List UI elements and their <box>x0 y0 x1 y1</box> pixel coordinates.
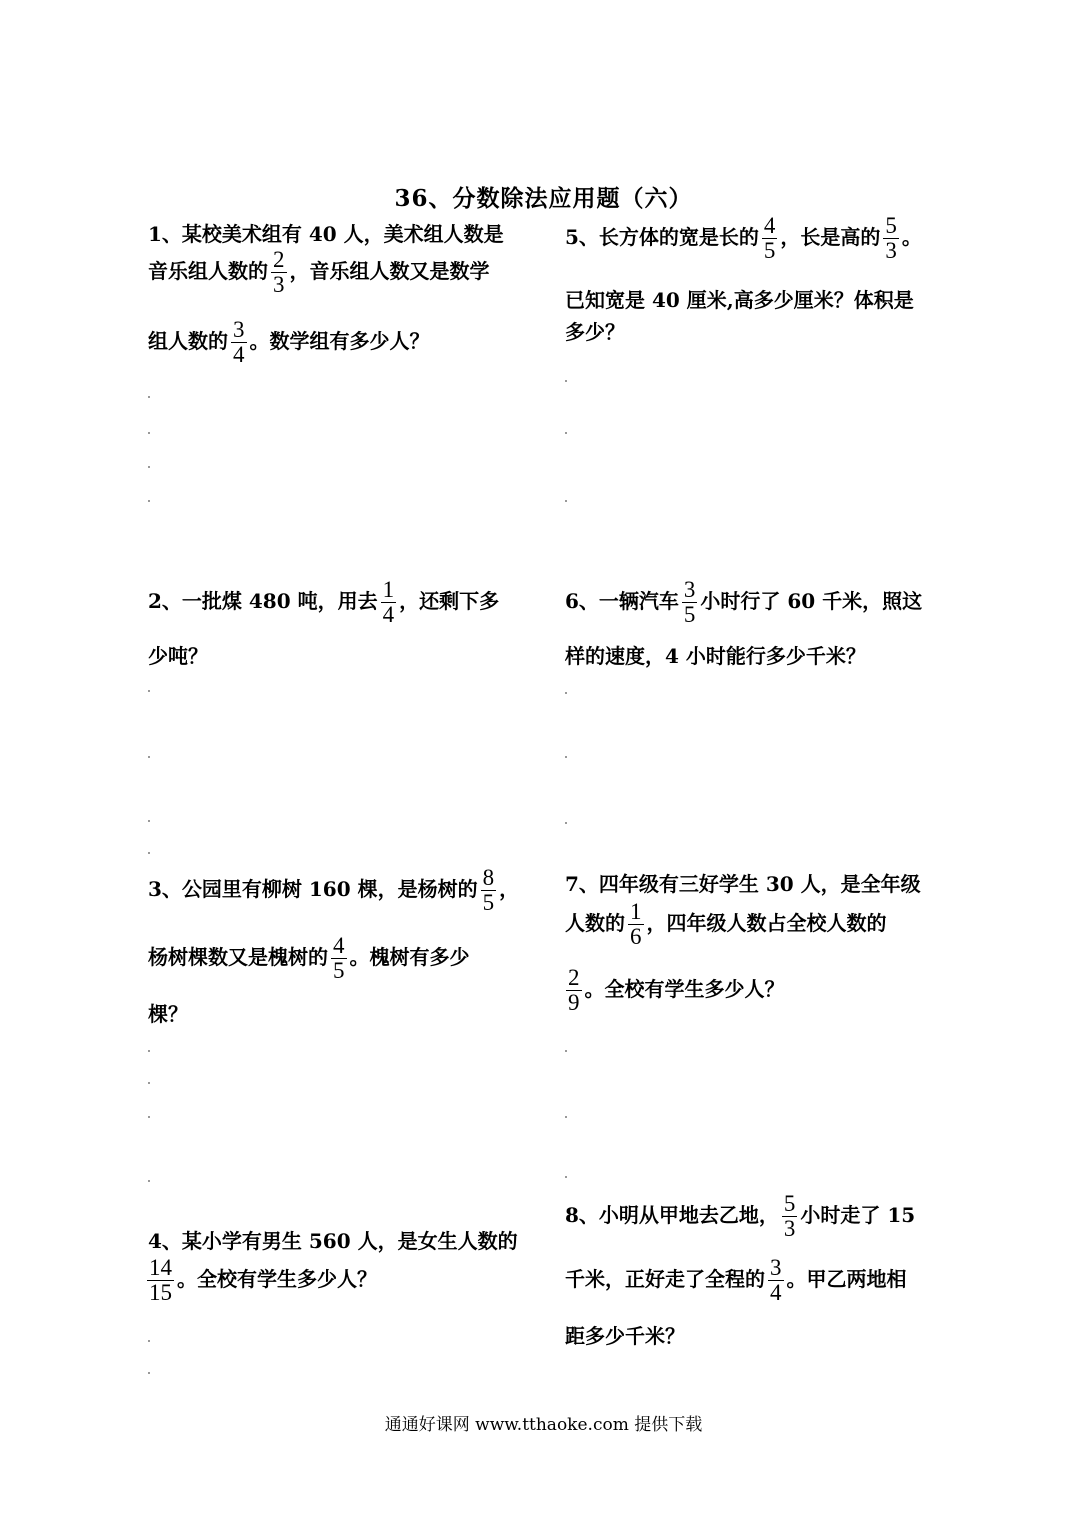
fraction <box>381 578 397 627</box>
text: 小时走了 15 <box>800 1203 916 1227</box>
numerator: 3 <box>233 317 245 342</box>
text: 。数学组有多少人？ <box>249 329 430 353</box>
numerator: 4 <box>333 933 345 958</box>
scan-dot <box>565 822 567 824</box>
footer-source: 通通好课网 www.tthaoke.com 提供下载 <box>384 1415 703 1435</box>
denominator: 5 <box>763 238 776 263</box>
fraction <box>768 1256 784 1305</box>
scan-dot <box>148 820 150 822</box>
numerator: 4 <box>763 213 776 238</box>
text: 千米，正好走了全程的 <box>565 1267 765 1291</box>
text: 人数的 <box>565 911 625 935</box>
numerator: 5 <box>885 213 897 238</box>
scan-dot <box>148 396 150 398</box>
numerator: 14 <box>149 1255 172 1280</box>
text: ，四年级人数占全校人数的 <box>646 911 887 935</box>
denominator: 4 <box>770 1280 782 1305</box>
text: ，音乐组人数又是数学 <box>289 259 490 283</box>
problem-7-line-2 <box>565 900 887 949</box>
text: 组人数的 <box>148 329 228 353</box>
scan-dot <box>148 1340 150 1342</box>
text: 。 <box>901 225 922 249</box>
scan-dot <box>565 500 567 502</box>
scan-dot <box>148 852 150 854</box>
scan-dot <box>565 1050 567 1052</box>
text: 。全校有学生多少人？ <box>177 1267 377 1291</box>
scan-dot <box>565 756 567 758</box>
fraction <box>566 966 582 1015</box>
numerator: 5 <box>783 1191 796 1216</box>
problem-6-line-1 <box>565 578 922 627</box>
text: 。甲乙两地相 <box>786 1267 907 1291</box>
denominator: 3 <box>885 238 897 263</box>
numerator: 3 <box>770 1255 782 1280</box>
scan-dot <box>565 1116 567 1118</box>
problem-8-line-1 <box>565 1192 915 1241</box>
denominator: 9 <box>568 990 580 1015</box>
problem-3-line-1 <box>148 866 519 915</box>
scan-dot <box>565 432 567 434</box>
fraction <box>682 578 698 627</box>
problem-5-line-2: 已知宽是 40 厘米,高多少厘米？体积是 <box>565 288 914 312</box>
scan-dot <box>565 380 567 382</box>
text: 杨树棵数又是槐树的 <box>148 945 328 969</box>
problem-1-line-1: 1、某校美术组有 40 人，美术组人数是 <box>148 222 504 246</box>
denominator: 3 <box>783 1216 796 1241</box>
numerator: 3 <box>683 577 696 602</box>
scan-dot <box>148 500 150 502</box>
text: ，长是高的 <box>780 225 881 249</box>
numerator: 1 <box>630 899 642 924</box>
text: 小时行了 60 千米，照这 <box>700 589 923 613</box>
problem-1-line-2 <box>148 248 490 297</box>
text: 。全校有学生多少人？ <box>584 977 785 1001</box>
fraction <box>782 1192 798 1241</box>
fraction <box>883 214 899 263</box>
numerator: 1 <box>382 577 395 602</box>
denominator: 5 <box>683 602 696 627</box>
fraction <box>628 900 644 949</box>
problem-4-line-1: 4、某小学有男生 560 人，是女生人数的 <box>148 1229 518 1253</box>
scan-dot <box>148 432 150 434</box>
numerator: 8 <box>482 865 495 890</box>
page-title: 36、分数除法应用题（六） <box>394 185 693 212</box>
problem-1-line-3 <box>148 318 430 367</box>
problem-2-line-1 <box>148 578 499 627</box>
problem-8-line-3: 距多少千米？ <box>565 1324 685 1348</box>
text: 3、公园里有柳树 160 棵，是杨树的 <box>148 877 478 901</box>
numerator: 2 <box>568 965 580 990</box>
scan-dot <box>148 690 150 692</box>
text: ，还剩下多 <box>399 589 500 613</box>
fraction <box>481 866 497 915</box>
denominator: 5 <box>333 958 345 983</box>
problem-7-line-1: 7、四年级有三好学生 30 人，是全年级 <box>565 872 921 896</box>
scan-dot <box>565 1176 567 1178</box>
denominator: 5 <box>482 890 495 915</box>
text: ， <box>499 877 520 901</box>
scan-dot <box>148 756 150 758</box>
text: 5、长方体的宽是长的 <box>565 225 759 249</box>
problem-5-line-1 <box>565 214 922 263</box>
text: 2、一批煤 480 吨，用去 <box>148 589 378 613</box>
fraction <box>147 1256 174 1305</box>
text: 。槐树有多少 <box>349 945 470 969</box>
problem-8-line-2 <box>565 1256 907 1305</box>
problem-4-line-2 <box>144 1256 377 1305</box>
scan-dot <box>148 466 150 468</box>
scan-dot <box>148 1082 150 1084</box>
problem-5-line-3: 多少？ <box>565 320 625 344</box>
problem-7-line-3 <box>563 966 785 1015</box>
fraction <box>762 214 778 263</box>
denominator: 6 <box>630 924 642 949</box>
problem-2-line-2: 少吨？ <box>148 644 208 668</box>
denominator: 3 <box>273 272 285 297</box>
scan-dot <box>148 1372 150 1374</box>
scan-dot <box>148 1050 150 1052</box>
scan-dot <box>148 1116 150 1118</box>
scan-dot <box>565 692 567 694</box>
fraction <box>231 318 247 367</box>
problem-3-line-2 <box>148 934 470 983</box>
scan-dot <box>148 1180 150 1182</box>
problem-3-line-3: 棵？ <box>148 1002 188 1026</box>
denominator: 4 <box>382 602 395 627</box>
numerator: 2 <box>273 247 285 272</box>
text: 6、一辆汽车 <box>565 589 679 613</box>
denominator: 4 <box>233 342 245 367</box>
fraction <box>271 248 287 297</box>
fraction <box>331 934 347 983</box>
text: 8、小明从甲地去乙地， <box>565 1203 779 1227</box>
problem-6-line-2: 样的速度，4 小时能行多少千米？ <box>565 644 866 668</box>
denominator: 15 <box>149 1280 172 1305</box>
text: 音乐组人数的 <box>148 259 268 283</box>
